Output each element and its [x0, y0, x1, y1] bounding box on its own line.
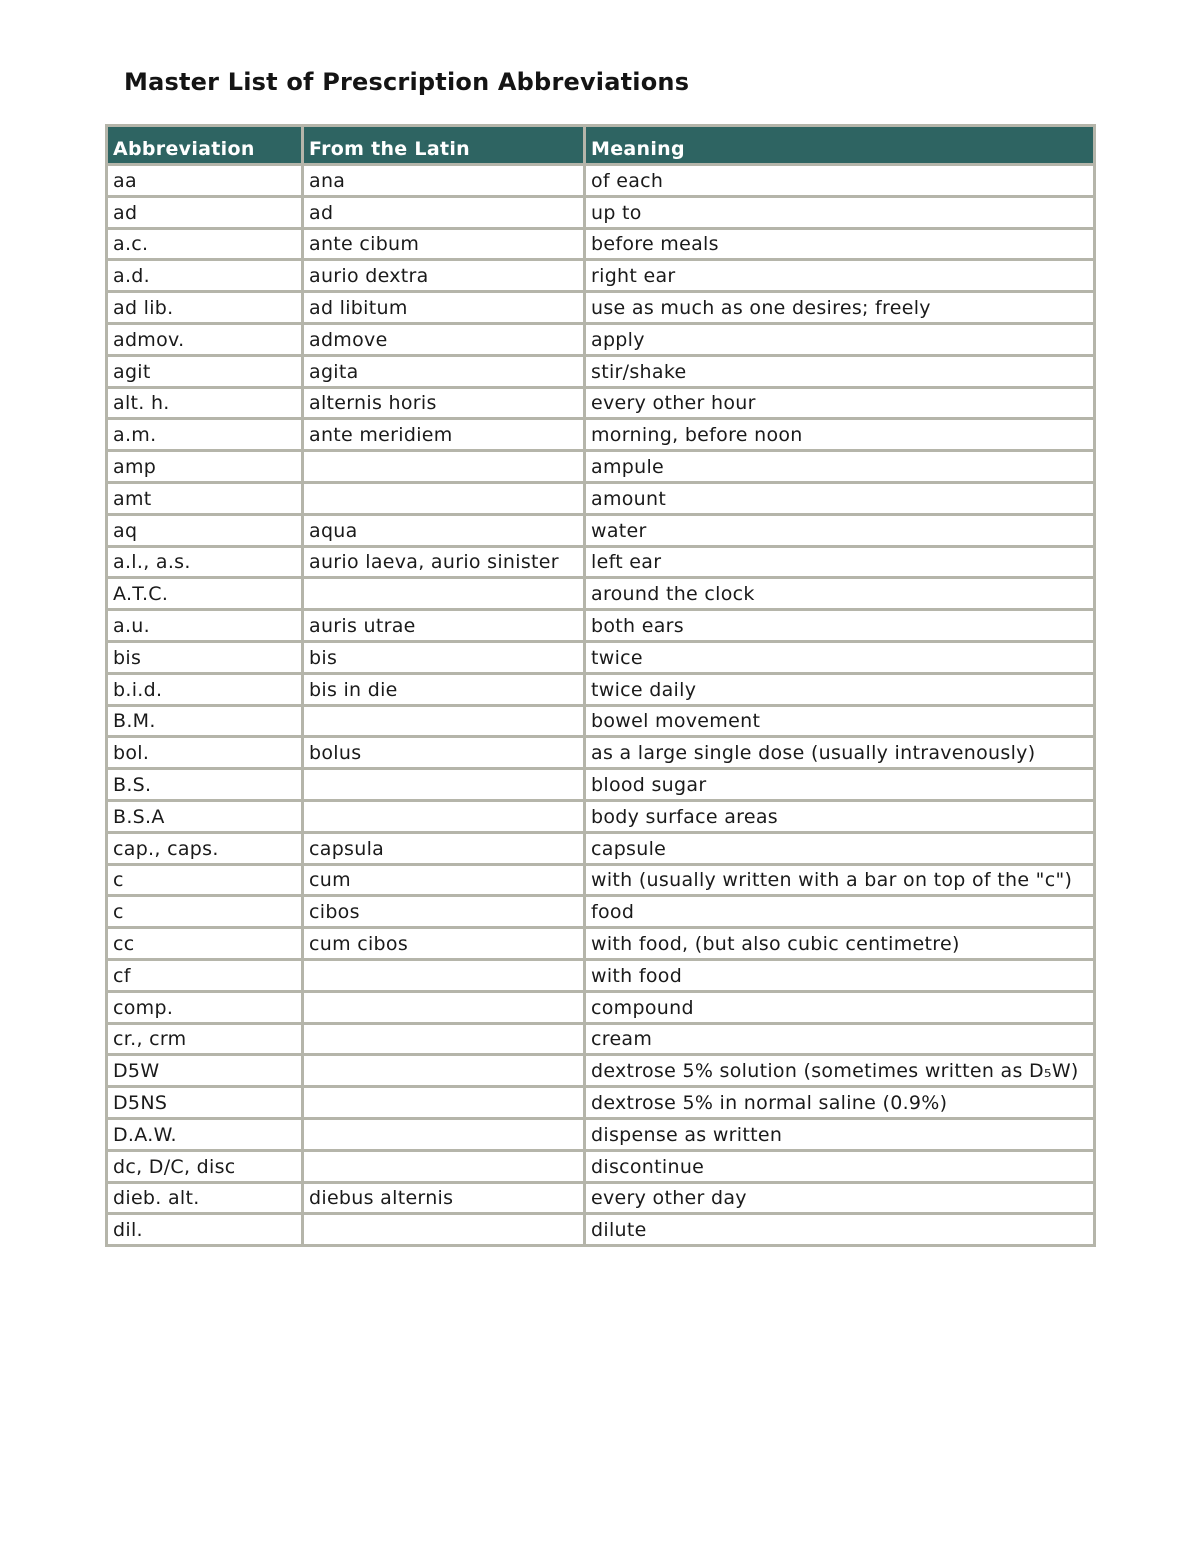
- latin-cell: admove: [303, 323, 585, 355]
- meaning-cell: water: [585, 514, 1095, 546]
- latin-cell: ad libitum: [303, 292, 585, 324]
- meaning-cell: apply: [585, 323, 1095, 355]
- abbreviation-cell: c: [107, 864, 303, 896]
- meaning-cell: every other day: [585, 1182, 1095, 1214]
- abbreviation-cell: agit: [107, 355, 303, 387]
- abbreviation-cell: a.c.: [107, 228, 303, 260]
- abbreviation-cell: cc: [107, 928, 303, 960]
- latin-cell: [303, 705, 585, 737]
- latin-cell: [303, 1087, 585, 1119]
- meaning-cell: amount: [585, 482, 1095, 514]
- table-row: [107, 1023, 1095, 1055]
- meaning-cell: twice: [585, 641, 1095, 673]
- meaning-cell: with food, (but also cubic centimetre): [585, 928, 1095, 960]
- meaning-cell: cream: [585, 1023, 1095, 1055]
- abbreviation-cell: aa: [107, 165, 303, 197]
- table-row: [107, 260, 1095, 292]
- table-row: [107, 1055, 1095, 1087]
- abbreviation-cell: alt. h.: [107, 387, 303, 419]
- latin-cell: bolus: [303, 737, 585, 769]
- table-row: [107, 800, 1095, 832]
- table-row: [107, 1118, 1095, 1150]
- table-row: [107, 832, 1095, 864]
- meaning-cell: ampule: [585, 451, 1095, 483]
- abbreviation-cell: bol.: [107, 737, 303, 769]
- latin-cell: capsula: [303, 832, 585, 864]
- table-row: [107, 928, 1095, 960]
- abbreviation-cell: a.l., a.s.: [107, 546, 303, 578]
- table-row: [107, 546, 1095, 578]
- abbreviation-cell: cr., crm: [107, 1023, 303, 1055]
- meaning-cell: both ears: [585, 610, 1095, 642]
- latin-cell: bis in die: [303, 673, 585, 705]
- abbreviation-cell: a.m.: [107, 419, 303, 451]
- abbreviation-cell: bis: [107, 641, 303, 673]
- table-row: [107, 387, 1095, 419]
- table-row: [107, 896, 1095, 928]
- latin-cell: agita: [303, 355, 585, 387]
- table-row: [107, 323, 1095, 355]
- table-row: [107, 228, 1095, 260]
- latin-cell: ante meridiem: [303, 419, 585, 451]
- table-row: [107, 991, 1095, 1023]
- abbreviation-cell: B.S.: [107, 769, 303, 801]
- latin-cell: [303, 800, 585, 832]
- header-meaning: Meaning: [585, 126, 1095, 165]
- abbreviation-cell: aq: [107, 514, 303, 546]
- abbreviation-cell: D.A.W.: [107, 1118, 303, 1150]
- abbreviation-cell: a.d.: [107, 260, 303, 292]
- latin-cell: diebus alternis: [303, 1182, 585, 1214]
- abbreviation-cell: amp: [107, 451, 303, 483]
- meaning-cell: of each: [585, 165, 1095, 197]
- meaning-cell: around the clock: [585, 578, 1095, 610]
- latin-cell: bis: [303, 641, 585, 673]
- table-body: [107, 165, 1095, 1246]
- meaning-cell: up to: [585, 196, 1095, 228]
- abbreviation-cell: c: [107, 896, 303, 928]
- table-row: [107, 1087, 1095, 1119]
- table-row: [107, 705, 1095, 737]
- table-row: [107, 641, 1095, 673]
- header-latin: From the Latin: [303, 126, 585, 165]
- abbreviation-cell: D5W: [107, 1055, 303, 1087]
- abbreviation-cell: b.i.d.: [107, 673, 303, 705]
- latin-cell: ana: [303, 165, 585, 197]
- abbreviation-cell: dc, D/C, disc: [107, 1150, 303, 1182]
- table-row: [107, 482, 1095, 514]
- latin-cell: alternis horis: [303, 387, 585, 419]
- meaning-cell: dilute: [585, 1214, 1095, 1246]
- latin-cell: [303, 578, 585, 610]
- abbreviation-cell: comp.: [107, 991, 303, 1023]
- table-row: [107, 737, 1095, 769]
- meaning-cell: use as much as one desires; freely: [585, 292, 1095, 324]
- latin-cell: [303, 991, 585, 1023]
- latin-cell: [303, 1118, 585, 1150]
- abbreviation-cell: ad: [107, 196, 303, 228]
- latin-cell: cibos: [303, 896, 585, 928]
- meaning-cell: with (usually written with a bar on top of the "c"): [585, 864, 1095, 896]
- meaning-cell: left ear: [585, 546, 1095, 578]
- table-header-row: [107, 126, 1095, 165]
- latin-cell: [303, 451, 585, 483]
- abbreviation-cell: cf: [107, 959, 303, 991]
- meaning-cell: as a large single dose (usually intravenously): [585, 737, 1095, 769]
- table-row: [107, 419, 1095, 451]
- abbreviation-cell: dieb. alt.: [107, 1182, 303, 1214]
- abbreviation-cell: amt: [107, 482, 303, 514]
- abbreviation-cell: a.u.: [107, 610, 303, 642]
- latin-cell: ad: [303, 196, 585, 228]
- table-row: [107, 355, 1095, 387]
- latin-cell: [303, 769, 585, 801]
- meaning-cell: discontinue: [585, 1150, 1095, 1182]
- meaning-cell: dextrose 5% solution (sometimes written as D₅W): [585, 1055, 1095, 1087]
- table-row: [107, 1182, 1095, 1214]
- meaning-cell: twice daily: [585, 673, 1095, 705]
- latin-cell: [303, 1150, 585, 1182]
- meaning-cell: compound: [585, 991, 1095, 1023]
- meaning-cell: food: [585, 896, 1095, 928]
- table-row: [107, 196, 1095, 228]
- abbreviation-cell: A.T.C.: [107, 578, 303, 610]
- latin-cell: [303, 1023, 585, 1055]
- meaning-cell: capsule: [585, 832, 1095, 864]
- meaning-cell: with food: [585, 959, 1095, 991]
- table-row: [107, 1150, 1095, 1182]
- abbreviation-cell: D5NS: [107, 1087, 303, 1119]
- meaning-cell: body surface areas: [585, 800, 1095, 832]
- latin-cell: [303, 959, 585, 991]
- meaning-cell: dispense as written: [585, 1118, 1095, 1150]
- table-row: [107, 610, 1095, 642]
- meaning-cell: bowel movement: [585, 705, 1095, 737]
- latin-cell: auris utrae: [303, 610, 585, 642]
- abbreviation-cell: admov.: [107, 323, 303, 355]
- abbreviations-table: [105, 124, 1096, 1247]
- abbreviation-cell: B.M.: [107, 705, 303, 737]
- latin-cell: [303, 482, 585, 514]
- meaning-cell: morning, before noon: [585, 419, 1095, 451]
- table-row: [107, 514, 1095, 546]
- table-row: [107, 1214, 1095, 1246]
- table-row: [107, 578, 1095, 610]
- abbreviation-cell: ad lib.: [107, 292, 303, 324]
- abbreviation-cell: B.S.A: [107, 800, 303, 832]
- table-row: [107, 864, 1095, 896]
- meaning-cell: before meals: [585, 228, 1095, 260]
- header-abbreviation: Abbreviation: [107, 126, 303, 165]
- page-title: Master List of Prescription Abbreviations: [124, 68, 690, 96]
- meaning-cell: every other hour: [585, 387, 1095, 419]
- latin-cell: aurio dextra: [303, 260, 585, 292]
- table-row: [107, 451, 1095, 483]
- latin-cell: aurio laeva, aurio sinister: [303, 546, 585, 578]
- table-row: [107, 769, 1095, 801]
- latin-cell: ante cibum: [303, 228, 585, 260]
- latin-cell: [303, 1055, 585, 1087]
- meaning-cell: stir/shake: [585, 355, 1095, 387]
- abbreviation-cell: cap., caps.: [107, 832, 303, 864]
- latin-cell: aqua: [303, 514, 585, 546]
- meaning-cell: blood sugar: [585, 769, 1095, 801]
- meaning-cell: right ear: [585, 260, 1095, 292]
- meaning-cell: dextrose 5% in normal saline (0.9%): [585, 1087, 1095, 1119]
- table-row: [107, 165, 1095, 197]
- table-row: [107, 959, 1095, 991]
- latin-cell: [303, 1214, 585, 1246]
- latin-cell: cum: [303, 864, 585, 896]
- table-row: [107, 673, 1095, 705]
- table-row: [107, 292, 1095, 324]
- latin-cell: cum cibos: [303, 928, 585, 960]
- abbreviation-cell: dil.: [107, 1214, 303, 1246]
